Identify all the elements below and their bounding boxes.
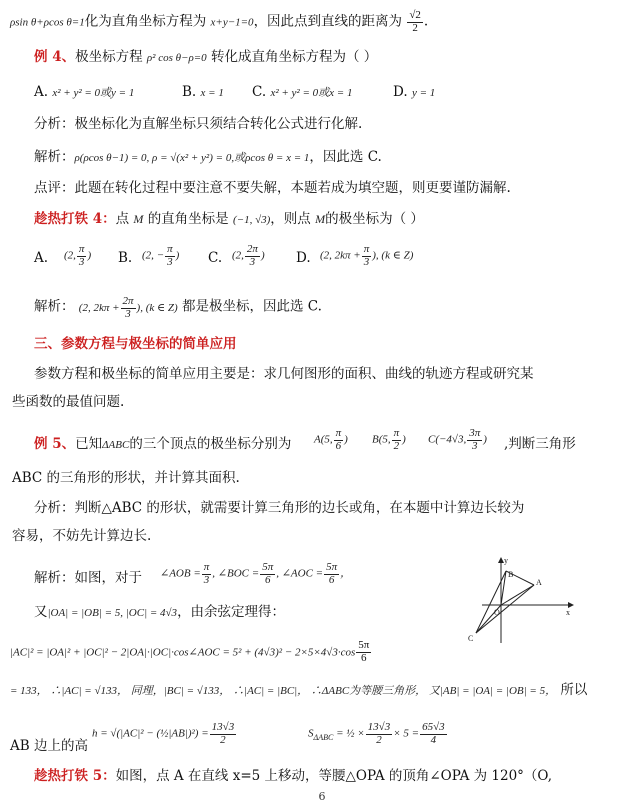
example-4-options <box>34 84 436 102</box>
example-5-analysis-1: 分析：判断△ABC 的形状，就需要计算三角形的边长或角，在本题中计算边长较为 <box>34 500 525 516</box>
triangle-diagram <box>464 555 576 647</box>
option-d: D. y = 1 <box>393 84 436 100</box>
solution-formula: ρ(ρcos θ−1) = 0, ρ = √(x² + y²) = 0,或ρcos θ = x = 1 <box>74 152 310 164</box>
text: 化为直角坐标方程为 <box>84 13 207 30</box>
example-4-solution: 解析：ρ(ρcos θ−1) = 0, ρ = √(x² + y²) = 0,或ρcos θ = x = 1，因此选 C. <box>34 149 382 165</box>
label-x: x <box>566 608 570 617</box>
label-a: A <box>536 578 542 587</box>
example-5-question-2: ABC 的三角形的形状，并计算其面积. <box>12 470 240 486</box>
segment-ac <box>476 585 534 633</box>
drill-5-question: 趁热打铁 5：如图，点 A 在直线 x=5 上移动，等腰△OPA 的顶角∠OPA 为 120°（O, <box>34 768 552 784</box>
label-y: y <box>504 556 508 565</box>
option-d: D. <box>296 250 311 266</box>
drill-4-solution: 解析： (2, 2kπ + $\frac{2\pi}{3}$ ), (k ∈ Z) 都是极坐标，因此选 C. <box>34 295 322 320</box>
drill-label: 趁热打铁 4： <box>34 211 116 227</box>
example-4-analysis: 分析：极坐标化为直解坐标只须结合转化公式进行化解. <box>34 116 363 132</box>
option-a: A. x² + y² = 0或y = 1 <box>34 84 135 100</box>
text: ，因此点到直线的距离为 <box>253 13 403 30</box>
option-b: B. x = 1 <box>182 84 224 100</box>
label-c: C <box>468 634 474 643</box>
example-4-comment: 点评：此题在转化过程中要注意不要失解，本题若成为填空题，则更要谨防漏解. <box>34 180 511 196</box>
polar-equation: ρ² cos θ−ρ=0 <box>146 52 207 64</box>
example-5-analysis-2: 容易，不妨先计算边长. <box>12 528 152 544</box>
example-label: 例 4、 <box>34 49 76 65</box>
line-equation: x+y−1=0 <box>210 16 254 29</box>
option-b: B. <box>118 250 133 266</box>
option-c: C. x² + y² = 0或x = 1 <box>252 84 353 100</box>
example-4-question: 例 4、极坐标方程 ρ² cos θ−ρ=0 转化成直角坐标方程为（ ） <box>34 49 378 65</box>
page-number: 6 <box>318 790 326 803</box>
option-a: A. <box>34 250 49 266</box>
segment-oa <box>501 585 534 605</box>
example-5-results: = 133， ∴|AC| = √133， 同理，|BC| = √133， ∴|AC| = |BC|， ∴ΔABC为等腰三角形， 又|AB| = |OA| = |OB| = 5， 所以 <box>10 682 588 698</box>
section-heading: 三、参数方程与极坐标的简单应用 <box>34 336 237 352</box>
label-o: O <box>494 608 500 617</box>
distance-fraction: $\frac{√2}{2}$ <box>409 9 421 34</box>
example-5-cosine-rule: |AC|² = |OA|² + |OC|² − 2|OA|·|OC|·cos∠AOC = 5² + (4√3)² − 2×5×4√3·cos $\frac{5\pi}{6}$ <box>10 639 370 664</box>
label-b: B <box>508 570 514 579</box>
conclusion-line: ρsin θ+ρcos θ=1化为直角坐标方程为 x+y−1=0，因此点到直线的距离为 $\frac{√2}{2}$ . <box>10 9 429 34</box>
section-intro-1: 参数方程和极坐标的简单应用主要是：求几何图形的面积、曲线的轨迹方程或研究某 <box>34 366 534 382</box>
drill-4-question: 趁热打铁 4：点 M 的直角坐标是 (−1, √3)，则点 M的极坐标为（ ） <box>34 211 424 227</box>
polar-equation: ρsin θ+ρcos θ=1 <box>10 16 85 29</box>
section-intro-2: 些函数的最值问题. <box>12 394 125 410</box>
option-c: C. <box>208 250 223 266</box>
example-5-lengths: 又|OA| = |OB| = 5, |OC| = 4√3，由余弦定理得： <box>34 604 286 620</box>
